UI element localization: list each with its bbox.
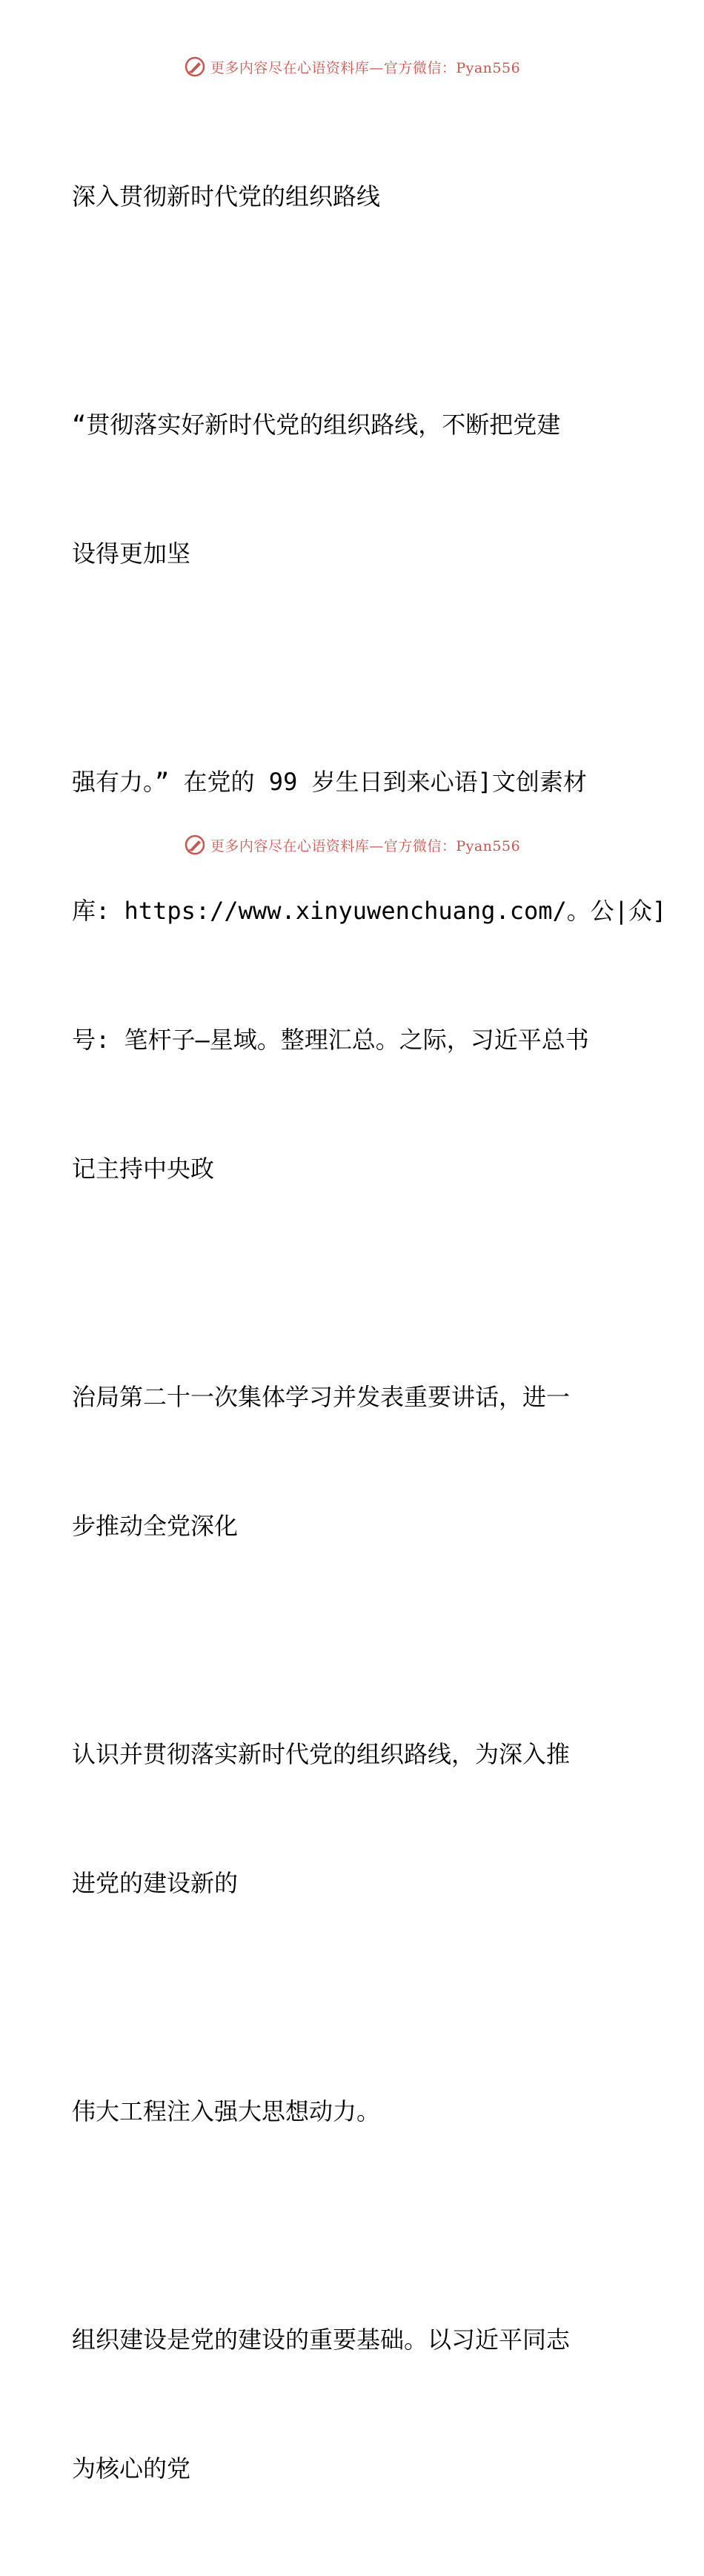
text-line: 伟大工程注入强大思想动力。 <box>72 2097 381 2125</box>
text-line: 为核心的党 <box>72 2454 191 2483</box>
text-line: 治局第二十一次集体学习并发表重要讲话，进一 <box>72 1383 571 1411</box>
paragraph <box>72 2232 635 2576</box>
quill-logo-icon <box>184 56 206 78</box>
text-line: 步推动全党深化 <box>72 1512 239 1540</box>
text-line: 记主持中央政 <box>72 1155 215 1183</box>
header-banner-text: 更多内容尽在心语资料库—官方微信：Pyan556 <box>210 59 521 76</box>
footer-banner-text: 更多内容尽在心语资料库—官方微信：Pyan556 <box>210 837 521 854</box>
paragraph <box>72 674 667 1276</box>
text-line: “贯彻落实好新时代党的组织路线，不断把党建 <box>72 411 561 439</box>
text-line: 认识并贯彻落实新时代党的组织路线，为深入推 <box>72 1740 571 1768</box>
paragraph <box>72 1647 635 1991</box>
text-line: 库: https://www.xinyuwenchuang.com/。公|众] <box>72 897 667 925</box>
text-line: 设得更加坚 <box>72 540 191 568</box>
paragraph <box>72 1289 635 1633</box>
quill-logo-icon <box>184 834 206 856</box>
paragraph <box>72 2004 635 2219</box>
footer-banner <box>0 830 704 860</box>
paragraph <box>72 317 635 661</box>
header-banner <box>0 52 704 82</box>
text-line: 组织建设是党的建设的重要基础。以习近平同志 <box>72 2326 571 2354</box>
text-line: 深入贯彻新时代党的组织路线 <box>72 182 381 210</box>
document-body <box>72 89 667 2576</box>
text-line: 进党的建设新的 <box>72 1869 239 1897</box>
text-line: 强有力。” 在党的 99 岁生日到来心语]文创素材 <box>72 768 587 796</box>
paragraph-title <box>72 89 635 304</box>
text-line: 号: 笔杆子—星域。整理汇总。之际，习近平总书 <box>72 1026 589 1054</box>
